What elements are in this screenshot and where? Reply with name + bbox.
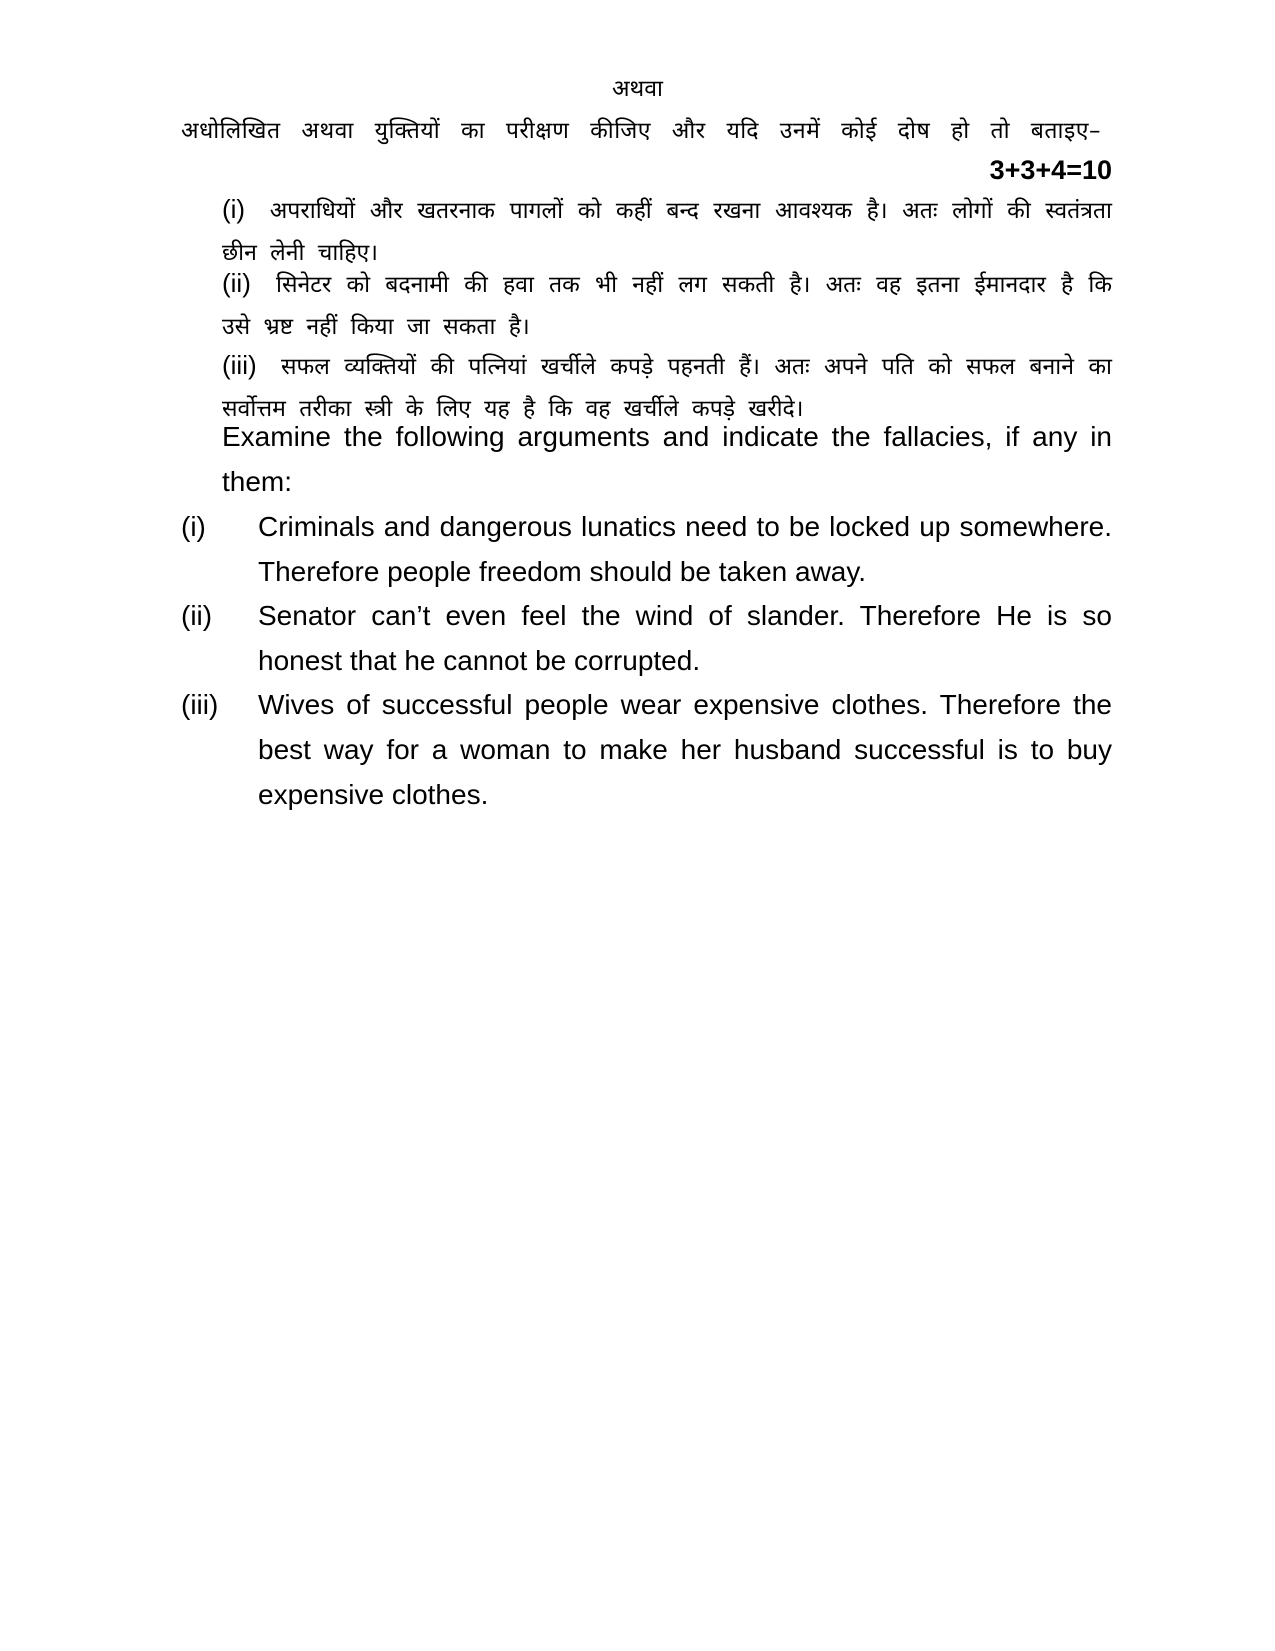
english-instruction: Examine the following arguments and indicate the fallacies, if any in them: <box>222 421 1112 497</box>
english-question-3-number: (iii) <box>181 689 219 720</box>
english-question-2-text: Senator can’t even feel the wind of slander. Therefore He is so honest that he cannot be corrupted. <box>258 600 1112 676</box>
hindi-question-2 <box>222 262 1112 348</box>
hindi-question-2-number: (ii) <box>222 268 251 298</box>
hindi-instruction: अधोलिखित अथवा युक्तियों का परीक्षण कीजिए और यदि उनमें कोई दोष हो तो बताइए– <box>181 118 1101 144</box>
marks-allocation: 3+3+4=10 <box>989 155 1112 185</box>
hindi-question-3-text: सफल व्यक्तियों की पत्नियां खर्चीले कपड़े पहनती हैं। अतः अपने पति को सफल बनाने का सर्वोत्तम तरीका स्त्री के लिए यह है कि वह खर्चीले कपड़े खरीदे। <box>222 354 1112 422</box>
english-question-3 <box>181 682 1112 817</box>
hindi-question-3-number: (iii) <box>222 350 257 380</box>
english-question-1-number: (i) <box>181 511 206 542</box>
hindi-question-1-number: (i) <box>222 194 246 224</box>
english-question-2 <box>181 593 1112 683</box>
hindi-question-1-text: अपराधियों और खतरनाक पागलों को कहीं बन्द रखना आवश्यक है। अतः लोगों की स्वतंत्रता छीन लेनी चाहिए। <box>222 198 1112 266</box>
english-question-1-text: Criminals and dangerous lunatics need to be locked up somewhere. Therefore people freedom should be taken away. <box>258 511 1112 587</box>
english-question-3-text: Wives of successful people wear expensive clothes. Therefore the best way for a woman to make her husband successful is to buy expensive clothes. <box>258 689 1112 810</box>
or-heading: अथवा <box>611 76 663 102</box>
english-question-1 <box>181 504 1112 594</box>
english-question-2-number: (ii) <box>181 600 213 631</box>
hindi-question-2-text: सिनेटर को बदनामी की हवा तक भी नहीं लग सकती है। अतः वह इतना ईमानदार है कि उसे भ्रष्ट नहीं किया जा सकता है। <box>222 272 1112 340</box>
